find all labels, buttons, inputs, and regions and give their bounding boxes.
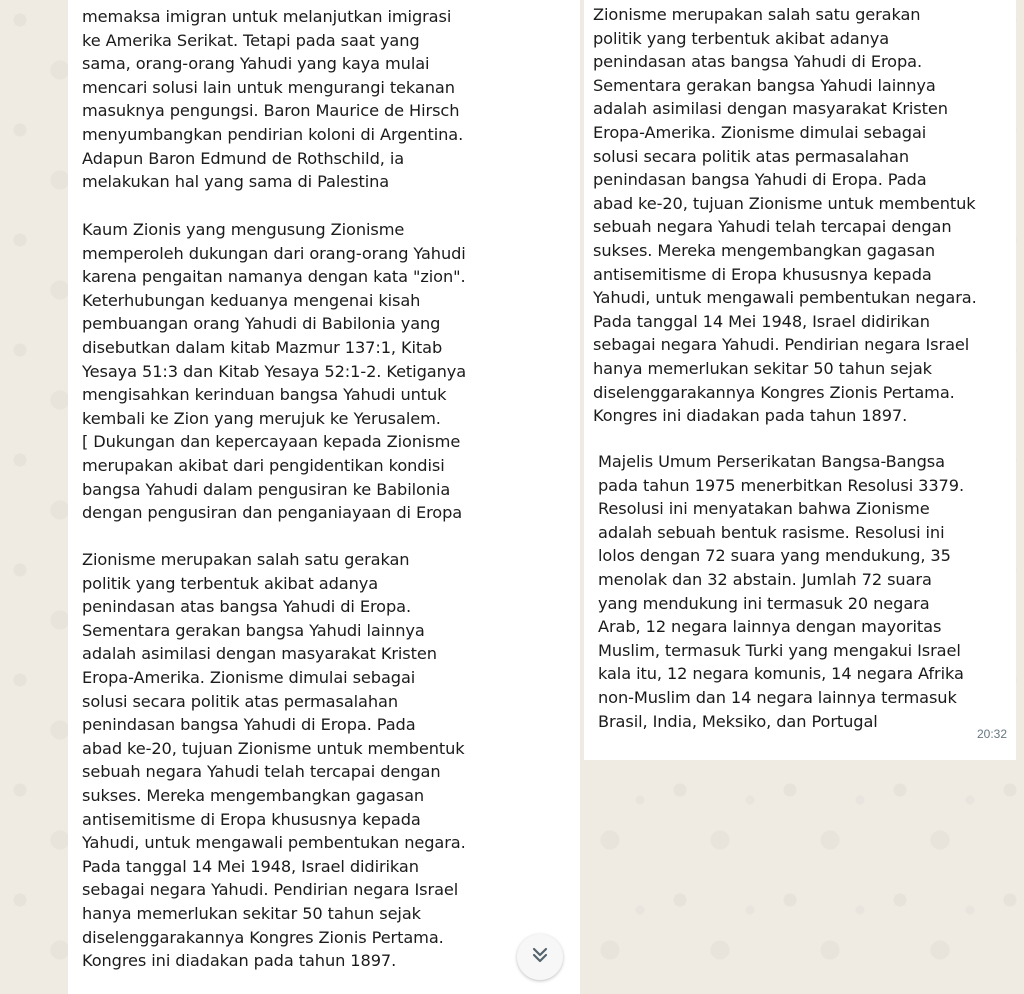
message-timestamp: 20:32 [976,727,1007,741]
scroll-to-bottom-button[interactable] [517,934,563,980]
message-paragraph: Zionisme merupakan salah satu gerakan politik yang terbentuk akibat adanya penindasan atas bangsa Yahudi di Eropa. Sementara gerakan bangsa Yahudi lainnya adalah asimilasi dengan masyarakat Kristen Eropa-Amerika. Zionisme dimulai sebagai solusi secara politik atas permasalahan penindasan bangsa Yahudi di Eropa. Pada abad ke-20, tujuan Zionisme untuk membentuk sebuah negara Yahudi telah tercapai dengan sukses. Mereka mengembangkan gagasan antisemitisme di Eropa khususnya kepada Yahudi, untuk mengawali pembentukan negara. Pada tanggal 14 Mei 1948, Israel didirikan sebagai negara Yahudi. Pendirian negara Israel hanya memerlukan sekitar 50 tahun sejak diselenggarakannya Kongres Zionis Pertama. Kongres ini diadakan pada tahun 1897. [82,550,466,971]
message-paragraph: memaksa imigran untuk melanjutkan imigrasi ke Amerika Serikat. Tetapi pada saat yang sama, orang-orang Yahudi yang kaya mulai mencari solusi lain untuk mengurangi tekanan masuknya pengungsi. Baron Maurice de Hirsch menyumbangkan pendirian koloni di Argentina. Adapun Baron Edmund de Rothschild, ia melakukan hal yang sama di Palestina [82,7,464,192]
message-paragraph: Zionisme merupakan salah satu gerakan politik yang terbentuk akibat adanya penindasan atas bangsa Yahudi di Eropa. Sementara gerakan bangsa Yahudi lainnya adalah asimilasi dengan masyarakat Kristen Eropa-Amerika. Zionisme dimulai sebagai solusi secara politik atas permasalahan penindasan bangsa Yahudi di Eropa. Pada abad ke-20, tujuan Zionisme untuk membentuk sebuah negara Yahudi telah tercapai dengan sukses. Mereka mengembangkan gagasan antisemitisme di Eropa khususnya kepada Yahudi, untuk mengawali pembentukan negara. Pada tanggal 14 Mei 1948, Israel didirikan sebagai negara Yahudi. Pendirian negara Israel hanya memerlukan sekitar 50 tahun sejak diselenggarakannya Kongres Zionis Pertama. Kongres ini diadakan pada tahun 1897. [593,5,977,426]
double-chevron-down-icon [530,945,550,969]
message-bubble-right[interactable] [584,0,1016,760]
message-bubble-left[interactable] [68,0,580,994]
message-paragraph: Majelis Umum Perserikatan Bangsa-Bangsa pada tahun 1975 menerbitkan Resolusi 3379. Resolusi ini menyatakan bahwa Zionisme adalah sebuah bentuk rasisme. Resolusi ini lolos dengan 72 suara yang mendukung, 35 menolak dan 32 abstain. Jumlah 72 suara yang mendukung ini termasuk 20 negara Arab, 12 negara lainnya dengan mayoritas Muslim, termasuk Turki yang mengakui Israel kala itu, 12 negara komunis, 14 negara Afrika non-Muslim dan 14 negara lainnya termasuk Brasil, India, Meksiko, dan Portugal [598,452,964,731]
message-paragraph: Kaum Zionis yang mengusung Zionisme memperoleh dukungan dari orang-orang Yahudi karena pengaitan namanya dengan kata "zion". Keterhubungan keduanya mengenai kisah pembuangan orang Yahudi di Babilonia yang disebutkan dalam kitab Mazmur 137:1, Kitab Yesaya 51:3 dan Kitab Yesaya 52:1-2. Ketiganya mengisahkan kerinduan bangsa Yahudi untuk kembali ke Zion yang merujuk ke Yerusalem. [ Dukungan dan kepercayaan kepada Zionisme merupakan akibat dari pengidentikan kondisi bangsa Yahudi dalam pengusiran ke Babilonia dengan pengusiran dan penganiayaan di Eropa [82,220,467,523]
